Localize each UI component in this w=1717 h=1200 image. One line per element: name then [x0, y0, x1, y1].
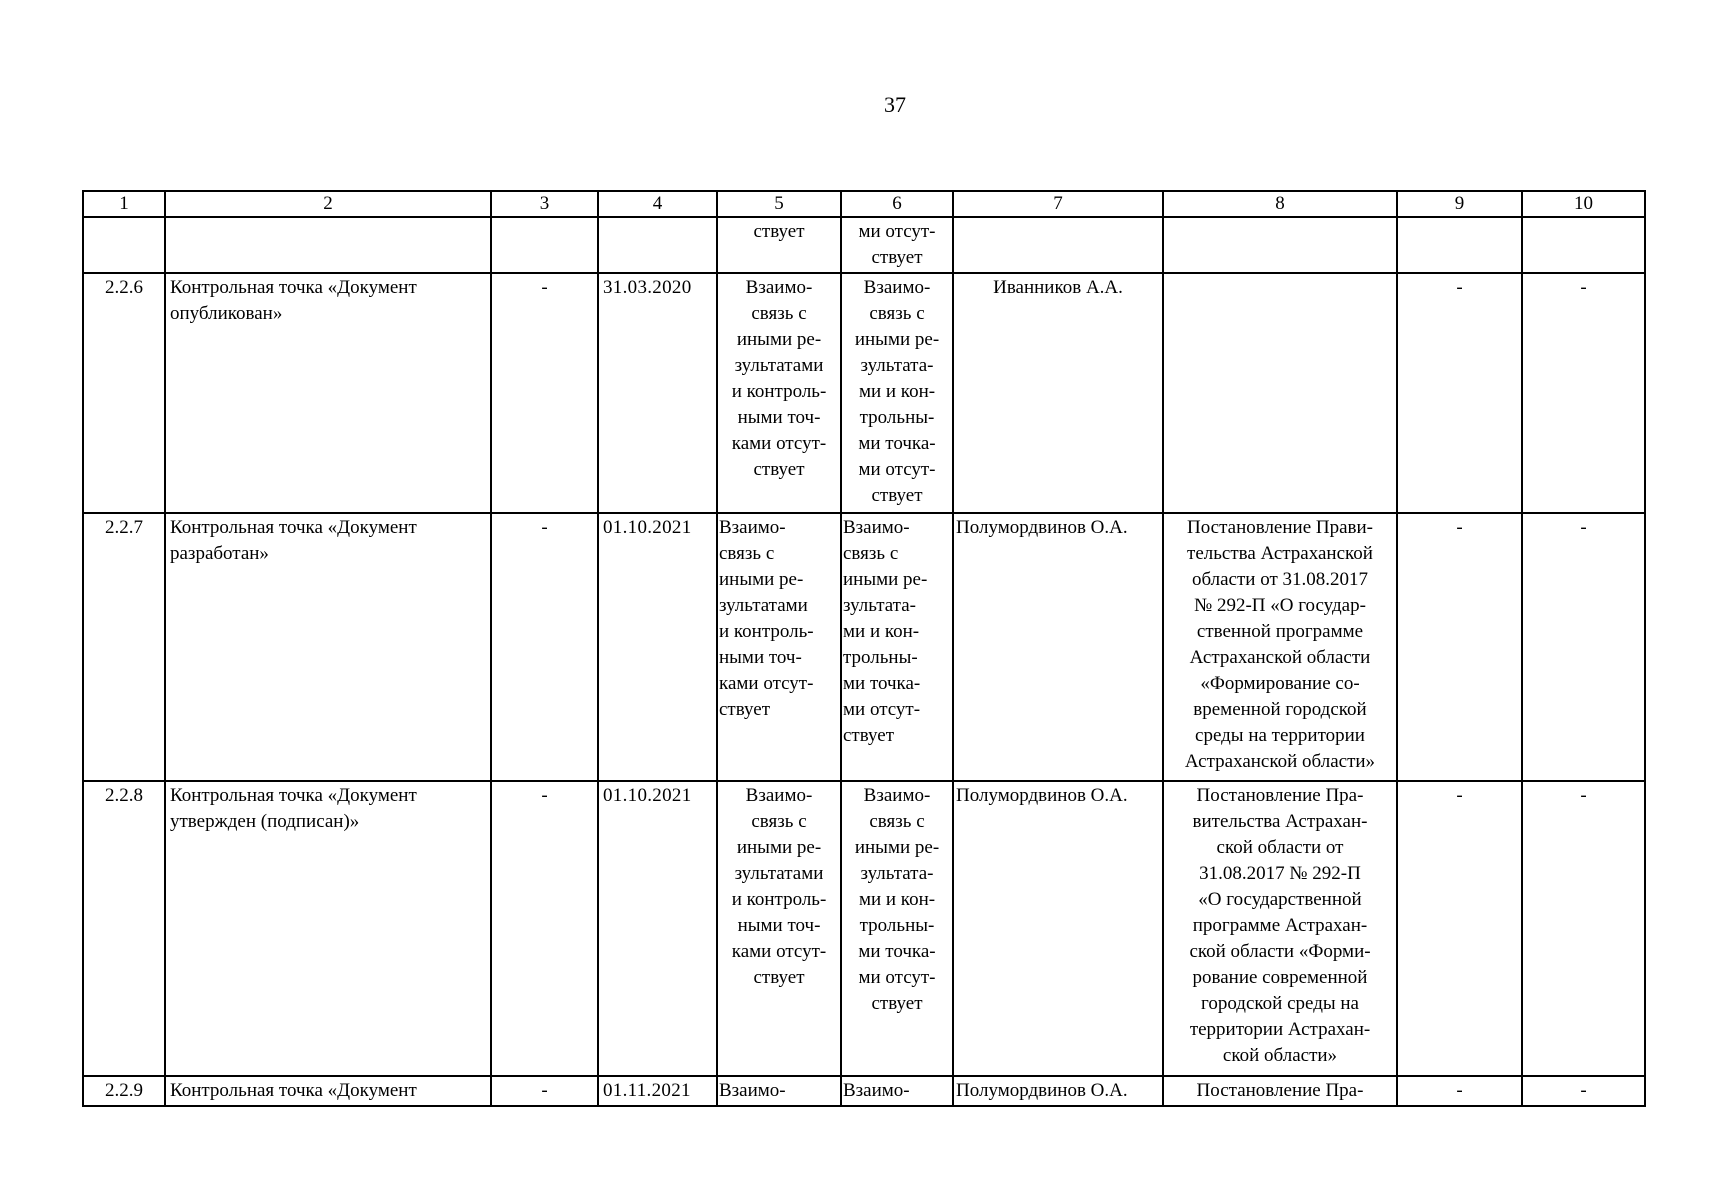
- column-header: 9: [1397, 191, 1522, 217]
- cell-relation-points: Взаимо- связь с иными ре- зультата- ми и кон- трольны- ми точка- ми отсут- ствует: [841, 781, 953, 1076]
- cell-number: 2.2.8: [83, 781, 165, 1076]
- cell-responsible: Иванников А.А.: [953, 273, 1163, 513]
- column-header: 6: [841, 191, 953, 217]
- cell-responsible: Полумордвинов О.А.: [953, 781, 1163, 1076]
- cell-empty: [1522, 217, 1645, 273]
- cell-date: 01.10.2021: [598, 781, 717, 1076]
- cell-number: 2.2.6: [83, 273, 165, 513]
- cell-dash: -: [491, 1076, 598, 1106]
- column-header: 8: [1163, 191, 1397, 217]
- cell-dash: -: [1397, 513, 1522, 781]
- cell-empty: [83, 217, 165, 273]
- cell-dash: -: [491, 273, 598, 513]
- cell-relation-points: Взаимо- связь с иными ре- зультата- ми и кон- трольны- ми точка- ми отсут- ствует: [841, 273, 953, 513]
- cell-relation-points: Взаимо-: [841, 1076, 953, 1106]
- table-row-2-2-6: [83, 273, 1645, 513]
- cell-relation-results: Взаимо- связь с иными ре- зультатами и контроль- ными точ- ками отсут- ствует: [717, 273, 841, 513]
- table-row-2-2-9: [83, 1076, 1645, 1106]
- column-header: 4: [598, 191, 717, 217]
- cell-number: 2.2.7: [83, 513, 165, 781]
- table-row-2-2-7: [83, 513, 1645, 781]
- cell-control-point-name: Контрольная точка «Документ опубликован»: [165, 273, 491, 513]
- cell-empty: [491, 217, 598, 273]
- cell-control-point-name: Контрольная точка «Документ: [165, 1076, 491, 1106]
- page-number: 37: [884, 92, 906, 117]
- cell-responsible: Полумордвинов О.А.: [953, 1076, 1163, 1106]
- cell-dash: -: [1397, 1076, 1522, 1106]
- cell-empty: [598, 217, 717, 273]
- cell-control-point-name: Контрольная точка «Документ утвержден (подписан)»: [165, 781, 491, 1076]
- cell-dash: -: [1522, 273, 1645, 513]
- column-number-row: [83, 191, 1645, 217]
- cell-relation-results: ствует: [717, 217, 841, 273]
- continuation-row: [83, 217, 1645, 273]
- cell-relation-points: ми отсут- ствует: [841, 217, 953, 273]
- cell-date: 31.03.2020: [598, 273, 717, 513]
- cell-document: Постановление Пра-: [1163, 1076, 1397, 1106]
- cell-dash: -: [1522, 1076, 1645, 1106]
- cell-responsible: Полумордвинов О.А.: [953, 513, 1163, 781]
- cell-date: 01.10.2021: [598, 513, 717, 781]
- cell-date: 01.11.2021: [598, 1076, 717, 1106]
- cell-empty: [1397, 217, 1522, 273]
- column-header: 1: [83, 191, 165, 217]
- cell-relation-points: Взаимо- связь с иными ре- зультата- ми и кон- трольны- ми точка- ми отсут- ствует: [841, 513, 953, 781]
- cell-dash: -: [491, 513, 598, 781]
- cell-dash: -: [1522, 781, 1645, 1076]
- table-row-2-2-8: [83, 781, 1645, 1076]
- column-header: 3: [491, 191, 598, 217]
- cell-document: [1163, 273, 1397, 513]
- cell-empty: [953, 217, 1163, 273]
- cell-dash: -: [1522, 513, 1645, 781]
- column-header: 5: [717, 191, 841, 217]
- cell-relation-results: Взаимо- связь с иными ре- зультатами и контроль- ными точ- ками отсут- ствует: [717, 513, 841, 781]
- cell-relation-results: Взаимо- связь с иными ре- зультатами и контроль- ными точ- ками отсут- ствует: [717, 781, 841, 1076]
- control-points-table: [82, 190, 1646, 1107]
- cell-relation-results: Взаимо-: [717, 1076, 841, 1106]
- cell-dash: -: [491, 781, 598, 1076]
- cell-document: Постановление Прави- тельства Астраханской области от 31.08.2017 № 292-П «О государ- ственной программе Астраханской области «Формирование со- временной городской среды на территории Астраханской области»: [1163, 513, 1397, 781]
- cell-dash: -: [1397, 273, 1522, 513]
- cell-empty: [165, 217, 491, 273]
- column-header: 2: [165, 191, 491, 217]
- cell-empty: [1163, 217, 1397, 273]
- column-header: 7: [953, 191, 1163, 217]
- cell-number: 2.2.9: [83, 1076, 165, 1106]
- cell-document: Постановление Пра- вительства Астрахан- ской области от 31.08.2017 № 292-П «О государственной программе Астрахан- ской области «Форми- рование современной городской среды на территории Астрахан- ской области»: [1163, 781, 1397, 1076]
- column-header: 10: [1522, 191, 1645, 217]
- cell-control-point-name: Контрольная точка «Документ разработан»: [165, 513, 491, 781]
- cell-dash: -: [1397, 781, 1522, 1076]
